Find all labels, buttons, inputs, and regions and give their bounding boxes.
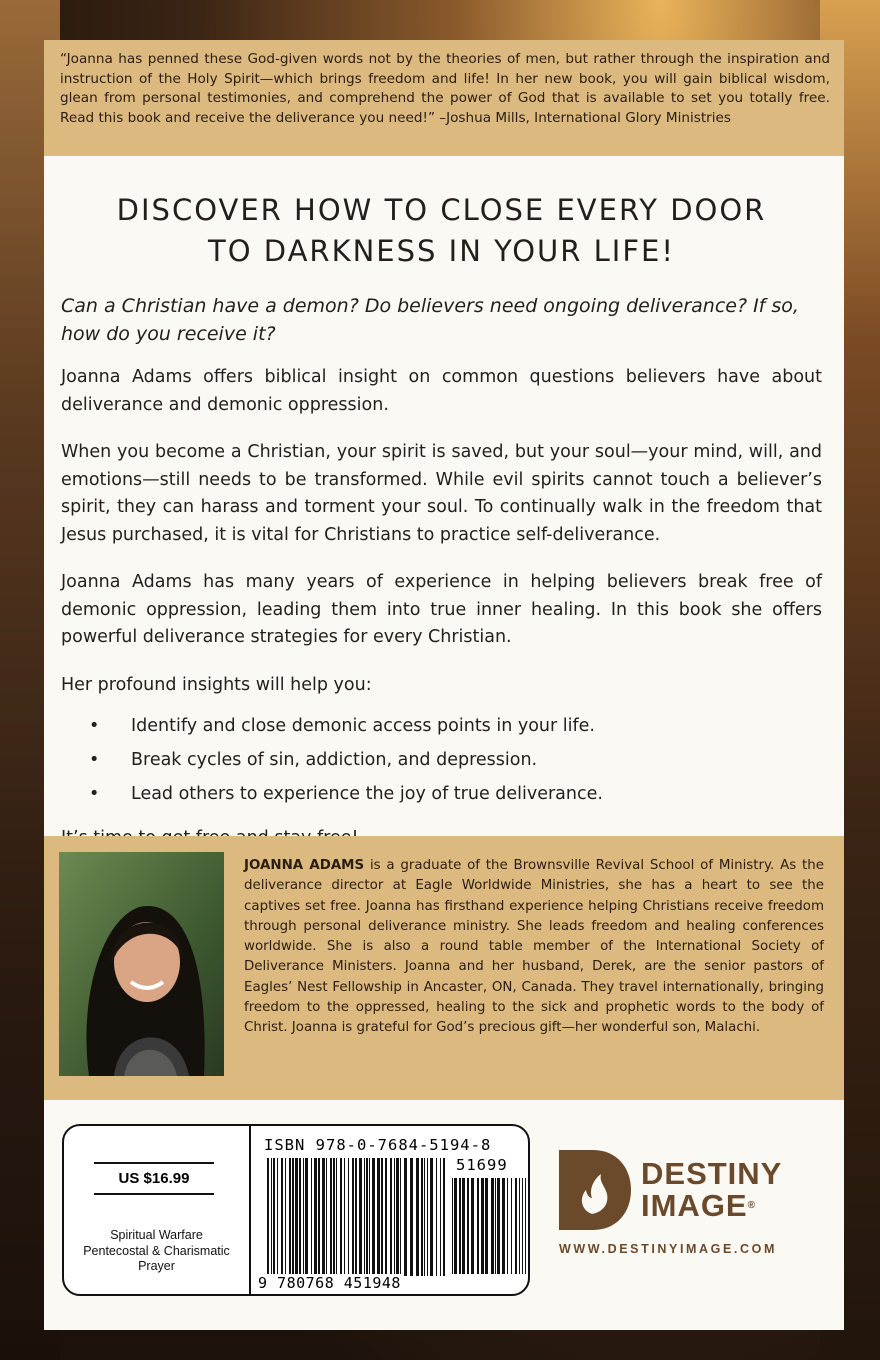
barcode-bar bbox=[303, 1158, 304, 1276]
barcode-bar bbox=[314, 1158, 317, 1276]
insights-list bbox=[61, 709, 822, 811]
barcode-bar bbox=[385, 1158, 387, 1276]
barcode-bar bbox=[372, 1158, 375, 1276]
author-bio-text: is a graduate of the Brownsville Revival School of Ministry. As the deliverance director at Eagle Worldwide Ministries, she has a heart to see the captives set free. Joanna has firsthand experience helping Christians receive freedom through personal deliverance ministry. She leads freedom and healing conferences worldwide. She is also a round table member of the International Society of Deliverance Ministers. Joanna and her husband, Derek, are the senior pastors of Eagles’ Nest Fellowship in Ancaster, ON, Canada. They travel internationally, bringing freedom to the oppressed, healing to the sick and prophetic words to the body of Christ. Joanna is grateful for God’s precious gift—her wonderful son, Malachi. bbox=[244, 858, 824, 1036]
back-cover-footer bbox=[44, 1100, 844, 1330]
barcode-bar bbox=[359, 1158, 362, 1276]
barcode-bar bbox=[481, 1178, 484, 1274]
barcode-card bbox=[62, 1124, 530, 1296]
bullet-icon: • bbox=[89, 750, 100, 770]
headline-line-2: TO DARKNESS IN YOUR LIFE! bbox=[208, 234, 675, 268]
publisher-logo bbox=[559, 1150, 824, 1300]
barcode-bar bbox=[511, 1178, 512, 1274]
barcode-bar bbox=[497, 1178, 500, 1274]
price-column bbox=[64, 1126, 249, 1294]
paragraph-2: When you become a Christian, your spirit is saved, but your soul—your mind, will, and emotions—still needs to be transformed. While evil spirits cannot touch a believer’s spirit, they can harass and torment your soul. To continually walk in the freedom that Jesus purchased, it is vital for Christians to practice self-deliverance. bbox=[61, 442, 822, 545]
barcode-bar bbox=[495, 1178, 496, 1274]
ean-barcode bbox=[267, 1158, 447, 1280]
barcode-bar bbox=[430, 1158, 433, 1276]
barcode-bar bbox=[491, 1178, 494, 1274]
headline-line-1: DISCOVER HOW TO CLOSE EVERY DOOR bbox=[116, 193, 767, 227]
barcode-bar bbox=[394, 1158, 395, 1276]
barcode-bar bbox=[318, 1158, 320, 1276]
publisher-name-line-1: DESTINY bbox=[641, 1156, 783, 1191]
barcode-bar bbox=[340, 1158, 342, 1276]
isbn-text: ISBN 978-0-7684-5194-8 bbox=[264, 1136, 492, 1154]
barcode-bar bbox=[355, 1158, 357, 1276]
barcode-bar bbox=[348, 1158, 349, 1276]
endorsement-box bbox=[44, 40, 844, 156]
category-item: Spiritual Warfare bbox=[110, 1228, 203, 1242]
barcode-bar bbox=[336, 1158, 337, 1276]
barcode-bar bbox=[289, 1158, 291, 1276]
author-box bbox=[44, 836, 844, 1100]
barcode-bar bbox=[281, 1158, 283, 1276]
barcode-bar bbox=[273, 1158, 275, 1276]
barcode-bar bbox=[440, 1158, 441, 1276]
barcode-bar bbox=[305, 1158, 308, 1276]
barcode-bar bbox=[295, 1158, 298, 1276]
barcode-bar bbox=[525, 1178, 526, 1274]
price-label: US $16.99 bbox=[94, 1162, 214, 1195]
flame-d-icon bbox=[559, 1150, 631, 1230]
author-name: JOANNA ADAMS bbox=[244, 858, 365, 873]
barcode-bar bbox=[344, 1158, 345, 1276]
barcode-bar bbox=[311, 1158, 312, 1276]
barcode-bar bbox=[299, 1158, 301, 1276]
barcode-bar bbox=[390, 1158, 392, 1276]
barcode-bar bbox=[364, 1158, 365, 1276]
barcode-bar bbox=[277, 1158, 278, 1276]
publisher-name bbox=[641, 1158, 782, 1222]
author-bio bbox=[244, 856, 824, 1039]
barcode-bar bbox=[507, 1178, 508, 1274]
barcode-bar bbox=[421, 1158, 423, 1276]
barcode-bar bbox=[292, 1158, 294, 1276]
barcode-bar bbox=[267, 1158, 269, 1276]
barcode-bar bbox=[519, 1178, 520, 1274]
barcode-bar bbox=[459, 1178, 461, 1274]
author-photo bbox=[59, 852, 224, 1076]
barcode-bar bbox=[485, 1178, 488, 1274]
category-item: Prayer bbox=[138, 1259, 175, 1273]
endorsement-quote: “Joanna has penned these God-given words not by the theories of men, but rather through the inspiration and instruction of the Holy Spirit—which brings freedom and life! In her new book, you will gain biblical wisdom, glean from personal testimonies, and comprehend the power of God that is available to set you totally free. Read this book and receive the deliverance you need!” –Joshua Mills, International Glory Ministries bbox=[60, 51, 830, 126]
list-item: • Break cycles of sin, addiction, and depression. bbox=[61, 743, 822, 777]
list-item: • Identify and close demonic access points in your life. bbox=[61, 709, 822, 743]
barcode-bar bbox=[330, 1158, 332, 1276]
barcode-bar bbox=[477, 1178, 479, 1274]
barcode-bar bbox=[333, 1158, 335, 1276]
lead-question: Can a Christian have a demon? Do believers need ongoing deliverance? If so, how do you receive it? bbox=[61, 295, 799, 345]
barcode-bar bbox=[427, 1158, 428, 1276]
barcode-bar bbox=[452, 1178, 453, 1274]
barcode-bar bbox=[471, 1178, 474, 1274]
barcode-bar bbox=[424, 1158, 425, 1276]
barcode-bar bbox=[515, 1178, 517, 1274]
barcode-bar bbox=[271, 1158, 272, 1276]
barcode-bar bbox=[416, 1158, 419, 1276]
category-list bbox=[64, 1228, 249, 1275]
barcode-bar bbox=[410, 1158, 413, 1276]
category-item: Pentecostal & Charismatic bbox=[83, 1243, 230, 1258]
barcode-bar bbox=[326, 1158, 327, 1276]
registered-mark: ® bbox=[747, 1200, 756, 1211]
paragraph-3: Joanna Adams has many years of experience in helping believers break free of demonic oppression, leading them into true inner healing. In this book she offers powerful deliverance strategies for every Christian. bbox=[61, 572, 822, 647]
list-item: • Lead others to experience the joy of true deliverance. bbox=[61, 777, 822, 811]
insights-intro: Her profound insights will help you: bbox=[61, 674, 372, 695]
barcode-divider bbox=[249, 1126, 251, 1294]
barcode-bar bbox=[352, 1158, 354, 1276]
barcode-bar bbox=[369, 1158, 370, 1276]
barcode-bar bbox=[467, 1178, 469, 1274]
ean-number: 9 780768 451948 bbox=[258, 1274, 401, 1292]
barcode-bar bbox=[366, 1158, 368, 1276]
publisher-name-line-2: IMAGE bbox=[641, 1188, 748, 1223]
bullet-icon: • bbox=[89, 784, 100, 804]
paragraph-1: Joanna Adams offers biblical insight on common questions believers have about deliverance and demonic oppression. bbox=[61, 367, 822, 415]
barcode-bar bbox=[502, 1178, 505, 1274]
barcode-bar bbox=[436, 1158, 437, 1276]
barcode-bar bbox=[322, 1158, 325, 1276]
publisher-url: WWW.DESTINYIMAGE.COM bbox=[559, 1242, 777, 1256]
barcode-bar bbox=[396, 1158, 399, 1276]
price-addon-code: 51699 bbox=[456, 1156, 508, 1174]
barcode-bar bbox=[443, 1158, 445, 1276]
headline bbox=[61, 190, 822, 272]
barcode-bar bbox=[404, 1158, 407, 1276]
addon-barcode bbox=[452, 1178, 527, 1278]
barcode-bar bbox=[454, 1178, 457, 1274]
barcode-bar bbox=[381, 1158, 383, 1276]
bullet-icon: • bbox=[89, 716, 100, 736]
barcode-bar bbox=[400, 1158, 401, 1276]
barcode-bar bbox=[285, 1158, 286, 1276]
barcode-bar bbox=[377, 1158, 380, 1276]
barcode-bar bbox=[462, 1178, 465, 1274]
barcode-bar bbox=[522, 1178, 523, 1274]
description-panel bbox=[44, 156, 844, 836]
